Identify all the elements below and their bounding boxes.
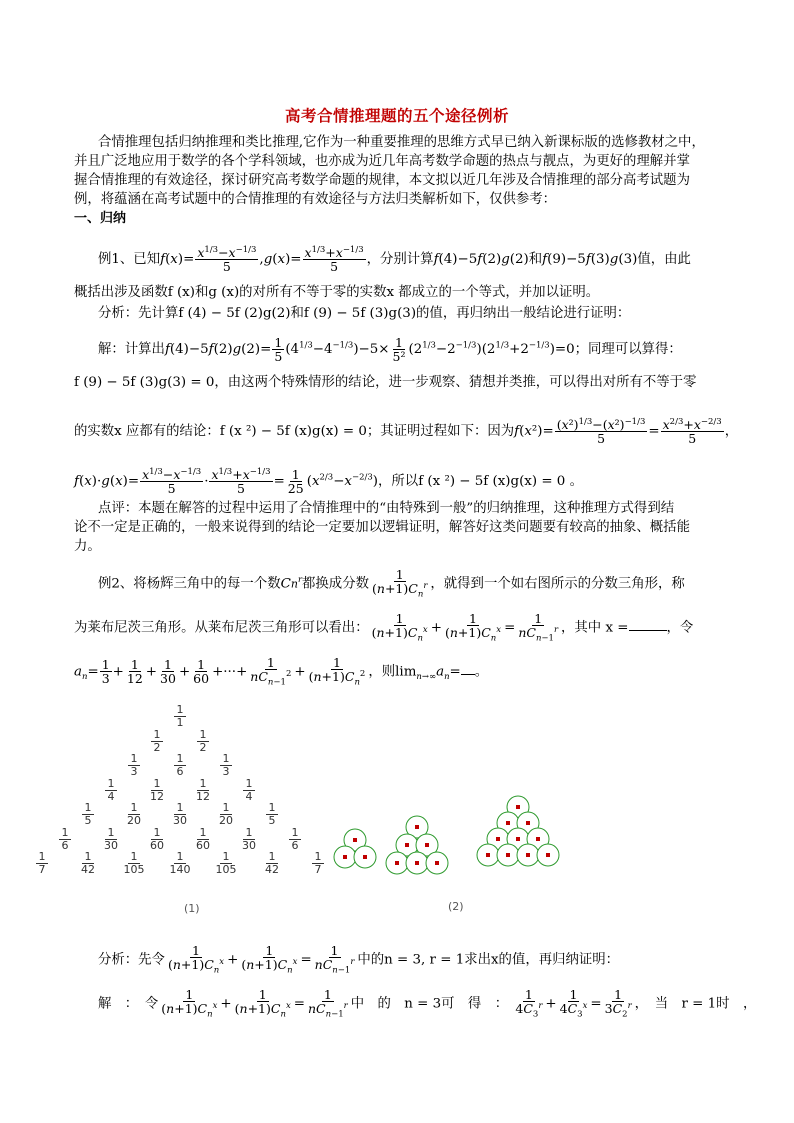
triangle-fraction: 1 105 (215, 850, 237, 876)
pattern-dot (353, 838, 357, 842)
triangle-fraction: 1 2 (142, 729, 172, 754)
intro-line: 合情推理包括归纳推理和类比推理,它作为一种重要推理的思维方式早已纳入新课标版的选修教材之中， (98, 135, 705, 150)
triangle-fraction: 1 12 (196, 776, 210, 803)
pattern-dot (506, 821, 510, 825)
comment-line: 论不一定是正确的，一般来说得到的结论一定要加以逻辑证明，解答好这类问题要有较高的抽象、概括能 (74, 520, 690, 535)
pattern-dot (486, 853, 490, 857)
figure1-caption: (1) (184, 902, 200, 915)
triangle-fraction: 1 42 (265, 850, 279, 876)
pattern-dot (516, 837, 520, 841)
triangle-fraction: 1 60 (196, 825, 210, 852)
pattern-dot (415, 861, 419, 865)
section-heading: 一、归纳 (74, 211, 127, 226)
triangle-fraction: 1 20 (219, 801, 233, 827)
triangle-fraction: 1 20 (127, 801, 141, 827)
pattern-dot (405, 843, 409, 847)
pattern-dot (526, 821, 530, 825)
pattern-dot (415, 825, 419, 829)
triangle-fraction: 1 7 (27, 851, 57, 876)
comment-line: 力。 (74, 539, 101, 554)
intro-line: 例，将蕴涵在高考试题中的合情推理的有效途径与方法归类解析如下，仅供参考： (74, 192, 557, 207)
pattern-dot (546, 853, 550, 857)
pattern-dot (363, 855, 367, 859)
pattern-dot (496, 837, 500, 841)
triangle-fraction: 1 12 (150, 776, 164, 803)
comment-line: 点评：本题在解答的过程中运用了合情推理中的“由特殊到一般”的归纳推理，这种推理方式得到结 (98, 501, 675, 516)
triangle-fraction: 1 7 (303, 851, 333, 876)
pattern-dot (506, 853, 510, 857)
circle-pattern-figure (325, 795, 585, 885)
pattern-dot (425, 843, 429, 847)
example2-analysis: 分析：先令 $\frac{1}{(n+1)C_n^x}$ + $\frac{1}{(n+1)C_n^x}$ = $\frac{1}{nC_{n-1}^r}$ 中的n = 3, r = 1求出x的值，再归纳证明： (98, 943, 620, 976)
triangle-fraction: 1 30 (242, 825, 256, 852)
triangle-fraction: 1 3 (211, 753, 241, 778)
triangle-fraction: 1 6 (50, 827, 80, 852)
pattern-dot (536, 837, 540, 841)
triangle-fraction: 1 60 (150, 825, 164, 852)
triangle-fraction: 1 1 (165, 704, 195, 729)
example1-line: 概括出涉及函数f (x)和g (x)的对所有不等于零的实数x 都成立的一个等式，并加以证明。 (74, 285, 600, 300)
triangle-fraction: 1 30 (104, 825, 118, 852)
triangle-fraction: 1 3 (119, 753, 149, 778)
example1-line: 的实数x 应都有的结论：f (x ²) − 5f (x)g(x) = 0；其证明过程如下：因为f(x²)= $\frac{(x^2)^{1/3}-(x^2)^{-1/3}}{5}$ = $\frac{x^{2/3}+x^{-2/3}}{5}$ ， (74, 417, 739, 447)
example1-line: f(x)·g(x)= $\frac{x^{1/3}-x^{-1/3}}{5}$ · $\frac{x^{1/3}+x^{-1/3}}{5}$ = $\frac{1}{25}$ $(x^{2/3}-x^{-2/3})$，所以f (x ²) − 5f (x)g(x) = 0 。 (74, 467, 583, 497)
triangle-fraction: 1 30 (173, 801, 187, 827)
example1-statement: 例1、已知f(x)= $\frac{x^{1/3}-x^{-1/3}}{5}$ ,g(x)= $\frac{x^{1/3}+x^{-1/3}}{5}$ ，分别计算f(4)−5f(2)g(2)和f(9)−5f(3)g(3)值，由此 (98, 245, 691, 275)
example2-statement: 例2、将杨辉三角中的每一个数Cn$^r$都换成分数 $\frac{1}{(n+1)C_n^r}$ ，就得到一个如右图所示的分数三角形，称 (98, 567, 685, 600)
triangle-fraction: 1 4 (96, 778, 126, 803)
triangle-fraction: 1 42 (81, 850, 95, 876)
example1-solution: 解：计算出f(4)−5f(2)g(2)= $\frac{1}{5}$ $(4^{1/3}-4^{-1/3})-5\times$ $\frac{1}{\text{5²}}$ $(2^{1/3}-2^{-1/3})(2^{1/3}+2^{-1/3})=0$；同理可以算得： (98, 335, 682, 365)
triangle-fraction: 1 140 (169, 850, 191, 876)
pattern-dot (343, 855, 347, 859)
example1-analysis: 分析：先计算f (4) − 5f (2)g(2)和f (9) − 5f (3)g(3)的值，再归纳出一般结论进行证明： (98, 306, 631, 321)
triangle-fraction: 1 5 (73, 802, 103, 827)
example2-line: 为莱布尼茨三角形。从莱布尼茨三角形可以看出： $\frac{1}{(n+1)C_n^x}$ + $\frac{1}{(n+1)C_n^x}$ = $\frac{1}{nC_{n-1}^r}$ ，其中 x = ，令 (74, 611, 694, 644)
example1-line: f (9) − 5f (3)g(3) = 0，由这两个特殊情形的结论，进一步观察、猜想并类推，可以得出对所有不等于零 (74, 375, 697, 390)
intro-line: 握合情推理的有效途径，探讨研究高考数学命题的规律，本文拟以近几年涉及合情推理的部分高考试题为 (74, 173, 690, 188)
intro-line: 并且广泛地应用于数学的各个学科领域，也亦成为近几年高考数学命题的热点与靓点，为更好的理解并掌 (74, 154, 690, 169)
triangle-fraction: 1 5 (257, 802, 287, 827)
triangle-fraction: 1 2 (188, 729, 218, 754)
pattern-dot (395, 861, 399, 865)
figure2-caption: (2) (448, 900, 464, 913)
page-title: 高考合情推理题的五个途径例析 (284, 107, 509, 125)
example2-solution: 解 ： 令 $\frac{1}{(n+1)C_n^x}$ + $\frac{1}{(n+1)C_n^x}$ = $\frac{1}{nC_{n-1}^r}$ 中 的 n = 3可 得 ： $\frac{1}{4C_3^r}$ + $\frac{1}{4C_3^x}$ = $\frac{1}{3C_2^r}$ ， 当 r = 1时 ， (98, 987, 757, 1020)
example2-line: $a_n=$ $\frac{1}{3}$ + $\frac{1}{12}$ + $\frac{1}{30}$ + $\frac{1}{60}$ +···+ $\frac{1}{nC_{n-1}^2}$ + $\frac{1}{(n+1)C_n^2}$ ，则$\lim_{n\to\infty}a_n=$ 。 (74, 655, 489, 688)
triangle-fraction: 1 6 (165, 753, 195, 778)
triangle-fraction: 1 105 (123, 850, 145, 876)
triangle-fraction: 1 4 (234, 778, 264, 803)
triangle-fraction: 1 6 (280, 827, 310, 852)
pattern-dot (516, 805, 520, 809)
pattern-dot (526, 853, 530, 857)
pattern-dot (435, 861, 439, 865)
